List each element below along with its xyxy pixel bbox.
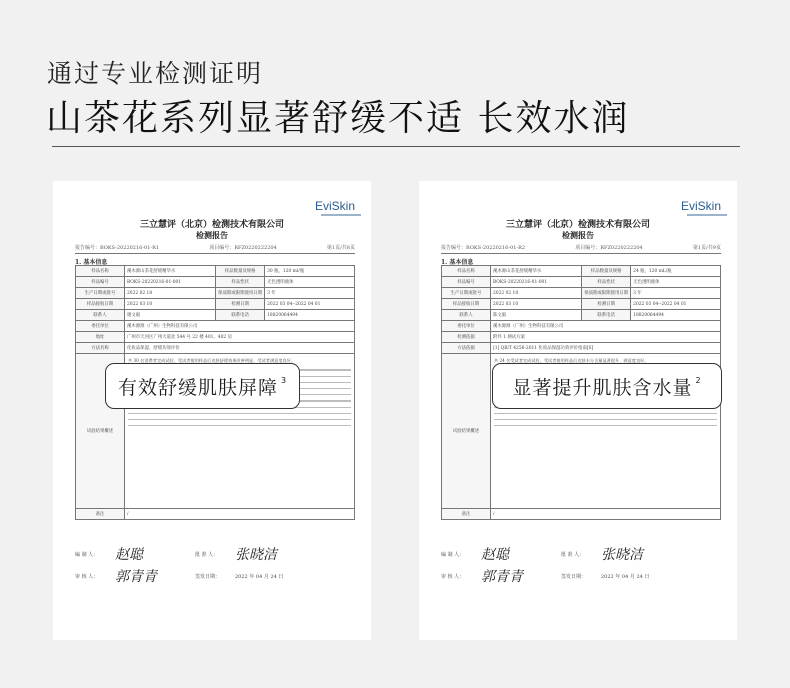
test-report-right <box>419 181 737 640</box>
callout-soothe-barrier: 有效舒缓肌肤屏障 $^3$ <box>105 363 300 409</box>
table-row: 生产日期或批号 2022 02 18 保质期或限期使用日期 3 年 <box>442 288 721 299</box>
report-number: 报告编号：BOKS-20220216-01-R2 <box>441 245 526 251</box>
table-row: 试验结果概述 共 24 名受试者完成试验，受试者使用样品后皮肤水分含量显著提升，满意度良好。 <box>442 354 721 509</box>
table-row: 生产日期或批号 2022 02 18 保质期或限期使用日期 3 年 <box>76 288 355 299</box>
signature-block: 编 制 人： 赵聪 批 准 人： 张晓洁 审 核 人： 郭青青 签发日期： 2022 年 04 月 24 日 <box>441 543 721 587</box>
page-headline: 山茶花系列显著舒缓不适 长效水润 <box>46 98 630 139</box>
page-number: 第1页/共9页 <box>692 245 721 251</box>
report-meta <box>441 244 721 254</box>
report-title: 检测报告 <box>562 230 594 240</box>
footnote-marker: 3 <box>280 375 288 385</box>
report-title: 检测报告 <box>196 230 228 240</box>
project-number: 项目编号：RFZ0220222204 <box>209 245 277 251</box>
approver-signature: 张晓洁 <box>601 547 643 563</box>
divider <box>52 146 740 147</box>
reviewer-signature: 郭青青 <box>481 569 523 585</box>
test-report-left <box>53 181 371 640</box>
table-row: 试验结果概述 共 30 名消费者完成试验，受试者使用样品后皮肤舒缓效果改善明显，受试者满意度良好。 <box>76 354 355 509</box>
table-row: 备注 / <box>76 509 355 520</box>
company-name: 三立慧评（北京）检测技术有限公司 <box>505 220 650 230</box>
table-row: 委托单位 溪木源源（广州）生物科技有限公司 <box>442 321 721 332</box>
table-row: 联系人 陈文毅 联系电话 18820064494 <box>442 310 721 321</box>
callout-hydration: 显著提升肌肤含水量 $^2$ <box>492 363 722 409</box>
table-row: 地址 广州市天河区广州大道北 544 号 22 楼 401、402 房 <box>76 332 355 343</box>
approver-signature: 张晓洁 <box>235 547 277 563</box>
table-row: 方法名称 化妆品保湿、舒缓功效评价 <box>76 343 355 354</box>
section-title: 1. 基本信息 <box>75 259 108 266</box>
table-row: 样品编号 BOKS-20220216-01-001 样品性状 无色透明液体 <box>76 277 355 288</box>
editor-signature: 赵聪 <box>115 547 143 563</box>
conclusion-text: 共 30 名消费者完成试验，受试者使用样品后皮肤舒缓效果改善明显，受试者满意度良好。 <box>128 358 296 363</box>
signature-block: 编 制 人： 赵聪 批 准 人： 张晓洁 审 核 人： 郭青青 签发日期： 2022 年 04 月 24 日 <box>75 543 355 587</box>
table-row: 样品编号 BOKS-20220216-01-001 样品性状 无色透明液体 <box>442 277 721 288</box>
table-row: 委托单位 溪木源源（广州）生物科技有限公司 <box>76 321 355 332</box>
table-row: 方法依据 [1] QB/T 4256-2011 化妆品保湿功效评价指南[S] <box>442 343 721 354</box>
conclusion-text: 共 24 名受试者完成试验，受试者使用样品后皮肤水分含量显著提升，满意度良好。 <box>494 358 649 363</box>
table-row: 样品接收日期 2022 03 10 检测日期 2022 03 04--2022 04 01 <box>442 299 721 310</box>
page-subtitle: 通过专业检测证明 <box>47 59 264 88</box>
section-title: 1. 基本信息 <box>441 259 474 266</box>
table-row: 样品名称 溪木源山茶花舒缓精华水 样品数量及规格 30 瓶，120 ml/瓶 <box>76 266 355 277</box>
table-row: 样品接收日期 2022 03 10 检测日期 2022 03 04--2022 04 01 <box>76 299 355 310</box>
issue-date: 2022 年 04 月 24 日 <box>601 573 650 580</box>
table-row: 样品名称 溪木源山茶花舒缓精华水 样品数量及规格 24 瓶，120 mL/瓶 <box>442 266 721 277</box>
issue-date: 2022 年 04 月 24 日 <box>235 573 284 580</box>
editor-signature: 赵聪 <box>481 547 509 563</box>
page-number: 第1页/共8页 <box>326 245 355 251</box>
table-row: 联系人 谢文毅 联系电话 18820064494 <box>76 310 355 321</box>
report-meta <box>75 244 355 254</box>
report-number: 报告编号：BOKS-20220216-01-R1 <box>75 245 160 251</box>
footnote-marker: 2 <box>695 375 702 385</box>
project-number: 项目编号：RFZ0220222204 <box>575 245 643 251</box>
table-row: 备注 / <box>442 509 721 520</box>
eviskin-logo: EviSkin <box>315 199 361 216</box>
company-name: 三立慧评（北京）检测技术有限公司 <box>139 220 284 230</box>
table-row: 检测依据 附件 1 测试方案 <box>442 332 721 343</box>
reviewer-signature: 郭青青 <box>115 569 157 585</box>
eviskin-logo: EviSkin <box>681 199 727 216</box>
